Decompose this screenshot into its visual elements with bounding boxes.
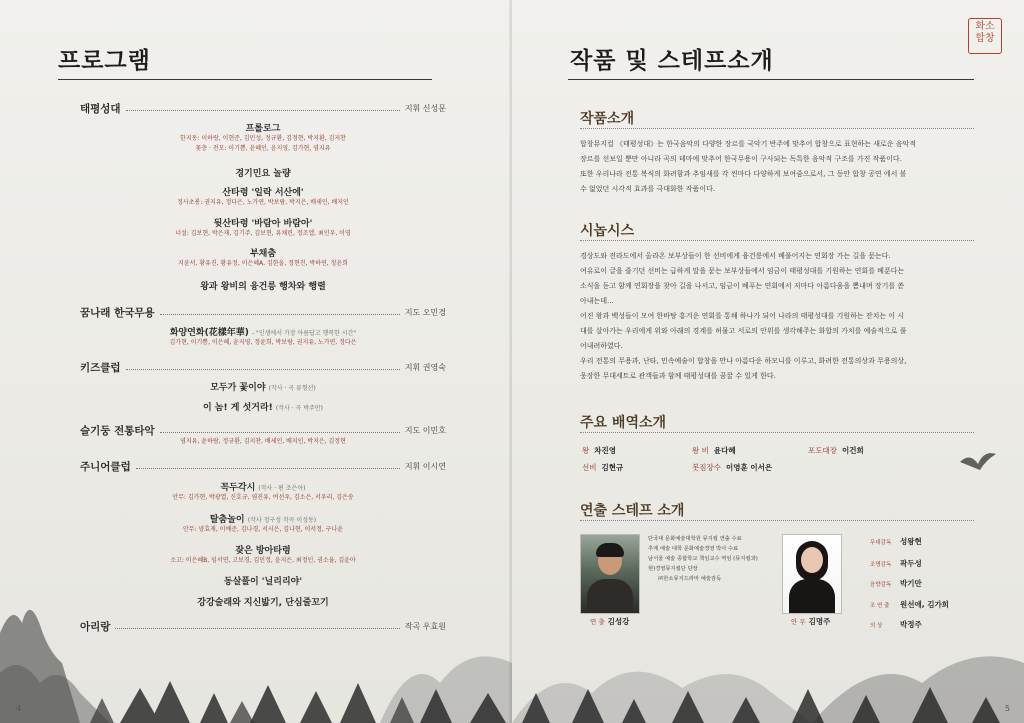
staff-entry <box>870 578 990 589</box>
text-line: 어진 왕과 백성들이 모여 한바탕 흥겨운 연회를 통해 하나가 되어 나라의 태평성대를 기원하는 잔치는 이 시 <box>580 312 905 320</box>
sub-item <box>80 380 446 393</box>
sub-item <box>80 574 446 587</box>
page-title: 작품 및 스테프소개 <box>570 48 774 74</box>
cast-line: 염지유, 윤하람, 정규환, 김지찬, 배세인, 배지인, 박지은, 김정현 <box>180 438 346 445</box>
program-item-taepyeong <box>80 101 446 115</box>
seal-char: 화 <box>975 21 985 32</box>
program-name: 태평성대 <box>80 102 121 115</box>
sub-item <box>80 480 446 503</box>
section-divider <box>580 240 974 241</box>
section-divider <box>580 520 974 521</box>
sub-title: 산타령 '일락 서산에' <box>222 188 304 198</box>
program-name: 슬기둥 전통타악 <box>80 424 155 437</box>
dotted-leader <box>136 468 400 469</box>
text-line: 또한 우리나라 전통 복식의 화려함과 추임새를 각 씬마다 다양하게 보여줌으로서, 그 동안 합창 공연 에서 볼 <box>580 170 907 178</box>
cast-role: 선비 <box>582 463 597 472</box>
bio-line: 현)경영뮤지컬단 단장 <box>648 566 698 572</box>
seal-char: 소 <box>985 21 995 32</box>
program-name: 주니어클럽 <box>80 460 131 473</box>
logo-seal <box>968 18 1002 54</box>
program-director: 지도 오민경 <box>404 307 446 317</box>
ink-landscape-illustration <box>512 613 1024 723</box>
sub-note: (작사 · 곡 류형선) <box>268 385 316 392</box>
photo-face <box>801 547 823 573</box>
caption-name: 김명주 <box>808 617 831 626</box>
staff-role: 음향감독 <box>870 582 892 588</box>
page-title: 프로그램 <box>58 48 151 74</box>
seal-char: 창 <box>985 33 995 44</box>
cast-line: 한지동: 이하랑, 이현준, 김민성, 정규환, 김정현, 박지환, 김지찬 <box>180 135 346 142</box>
sub-title-text: 꼭두각시 <box>220 483 256 493</box>
cast-line: 소고: 이은혜B, 임서연, 고보경, 김민정, 윤지은, 최정인, 권소율, 김윤아 <box>170 557 356 564</box>
text-line: 웅장한 무대세트로 관객들과 함께 태평성대를 꿈꿀 수 있게 한다. <box>580 372 776 380</box>
section-heading-cast: 주요 배역소개 <box>580 415 667 431</box>
cast-line: 정사초롱: 권지유, 정다은, 노가연, 박보람, 박지은, 배세인, 배지인 <box>177 199 349 206</box>
sub-item <box>80 400 446 413</box>
synopsis-text <box>580 249 974 384</box>
photo-body <box>587 579 633 614</box>
director-bio <box>648 534 758 584</box>
sub-item <box>80 279 446 292</box>
cast-entry <box>692 462 772 473</box>
cast-entry <box>582 462 623 473</box>
page-number: 5 <box>1004 704 1010 713</box>
cast-name: 김현규 <box>601 463 624 472</box>
text-line: 여유로이 글을 즐기던 선비는 급하게 말을 묻는 보부상들에서 임금이 태평성대를 기원하는 연회를 베푼다는 <box>580 267 905 275</box>
cast-name: 이건희 <box>841 446 864 455</box>
program-director: 지휘 권영숙 <box>404 362 446 372</box>
staff-role: 조 연 출 <box>870 603 890 609</box>
sub-title: 경기민요 놀량 <box>235 169 291 179</box>
cast-line: 안무: 김가현, 박광열, 신호규, 염진유, 여선우, 김소은, 서우리, 김은송 <box>172 494 354 501</box>
cast-role: 포도대장 <box>808 446 837 455</box>
text-line: 어내려하였다. <box>580 342 623 350</box>
section-heading-synopsis: 시놉시스 <box>580 223 635 239</box>
sub-title <box>80 325 446 338</box>
sub-title-text: 탈춤놀이 <box>209 515 245 525</box>
cast-name: 윤다혜 <box>713 446 736 455</box>
sub-item <box>80 325 446 348</box>
program-director: 지휘 이시연 <box>404 461 446 471</box>
staff-entry <box>870 536 990 547</box>
sub-item <box>80 185 446 208</box>
title-divider <box>58 79 432 80</box>
program-name: 아리랑 <box>80 620 111 633</box>
sub-note: (작사 정구성 작곡 이성동) <box>247 517 317 524</box>
caption-name: 김성강 <box>607 617 630 626</box>
sub-title: 왕과 왕비의 융건릉 행차와 행렬 <box>200 282 326 292</box>
sub-title: 프롤로그 <box>245 124 281 134</box>
text-line: 합창뮤지컬 《태평성대》는 한국음악의 다양한 장르를 국악기 반주에 맞추어 합창으로 표현하는 새로운 음악적 <box>580 140 917 148</box>
program-item-dance <box>80 305 446 319</box>
photo-body <box>789 579 835 614</box>
staff-name: 성왕현 <box>900 537 922 546</box>
program-item-percussion <box>80 423 446 437</box>
page-number: 4 <box>16 704 22 713</box>
text-line: 경상도와 전라도에서 올라온 보부상들이 한 선비에게 융건릉에서 베풀어지는 연회장 가는 길을 묻는다. <box>580 252 891 260</box>
program-director: 지도 이민호 <box>404 425 446 435</box>
section-heading-staff: 연출 스테프 소개 <box>580 503 685 519</box>
cast-line: 지윤서, 황유진, 황유정, 이은혜A, 김한울, 정현진, 박하연, 정윤희 <box>178 260 348 267</box>
cast-line: 안무: 양효재, 이예준, 김나경, 서시은, 김나현, 이서정, 구나윤 <box>182 526 344 533</box>
program-name: 키즈클럽 <box>80 361 121 374</box>
sub-item <box>80 512 446 535</box>
sub-title: 뒷산타령 '바람아 바람아' <box>213 219 313 229</box>
text-line: 대를 살아가는 우리에게 위와 아래의 경계를 허물고 서로의 안위를 생각해주는 화합의 가치를 예술적으로 풀 <box>580 327 907 335</box>
sub-item <box>80 216 446 239</box>
staff-name: 원선애, 김가희 <box>900 600 949 609</box>
dotted-leader <box>126 369 400 370</box>
sub-title: 동살풀이 '닐리리야' <box>223 577 303 587</box>
sub-title-text: 이 놈! 게 섯거라! <box>202 403 273 413</box>
dotted-leader <box>160 432 400 433</box>
sub-item <box>80 121 446 154</box>
caption-role: 연 출 <box>590 618 605 626</box>
sub-title <box>80 400 446 413</box>
bio-line: 추계 예술 대학 문화예술경영 박사 수료 <box>648 546 739 552</box>
sub-title <box>80 512 446 525</box>
dotted-leader <box>160 314 400 315</box>
staff-role: 조명감독 <box>870 562 892 568</box>
cast-entry <box>692 445 736 456</box>
program-item-kids <box>80 360 446 374</box>
seal-char: 합 <box>975 33 985 44</box>
cast-name: 이영훈 이서은 <box>725 463 773 472</box>
section-heading-intro: 작품소개 <box>580 111 635 127</box>
bird-icon <box>958 448 998 478</box>
sub-item <box>80 166 446 179</box>
sub-title: 부채춤 <box>249 249 277 259</box>
text-line: 아내는데... <box>580 297 614 305</box>
cast-name: 차진영 <box>594 446 616 455</box>
program-name: 꿈나래 한국무용 <box>80 306 155 319</box>
director-photo <box>580 534 640 614</box>
section-divider <box>580 128 974 129</box>
cast-line: 김가현, 이기쁨, 이은혜, 윤지영, 정윤희, 박보람, 권지유, 노가연, 정다은 <box>169 339 357 346</box>
sub-item <box>80 437 446 447</box>
text-line: 소식을 듣고 함께 연회장을 찾아 길을 나서고, 임금이 베푸는 연회에서 저마다 아름다움을 뽐내며 장기를 쏟 <box>580 282 905 290</box>
sub-title: 잦은 방아타령 <box>235 546 291 556</box>
text-line: 장르를 선보일 뿐만 아니라 곡의 테마에 맞추어 한국무용이 구사되는 독특한 음악적 구조를 가진 작품이다. <box>580 155 902 163</box>
cast-line: 꽃층 · 전모: 이기쁨, 윤혜인, 윤지영, 김가현, 염지유 <box>195 145 331 152</box>
cast-entry <box>808 445 864 456</box>
caption-role: 안 무 <box>791 618 806 626</box>
text-line: 우리 전통의 무용과, 난타, 민속예술이 합창을 만나 아름다운 하모니를 이루고, 화려한 전통의상과 무용의상, <box>580 357 907 365</box>
sub-title-text: 모두가 꽃이야 <box>210 383 266 393</box>
bio-line: 단국대 문화예술대학원 뮤지컬 연출 수료 <box>648 536 742 542</box>
staff-role: 의 상 <box>870 623 883 629</box>
sub-title-text: 화양연화(花樣年華) <box>169 328 249 338</box>
bio-line: ㈜한소뮤지드라마 예술감독 <box>658 576 722 582</box>
staff-entry <box>870 558 990 569</box>
dotted-leader <box>126 110 400 111</box>
staff-name: 박기만 <box>900 579 922 588</box>
bio-line: 남서울 예술 종합학교 책임교수 역임 (뮤지컬과) <box>648 556 758 562</box>
sub-note: - "인생에서 가장 아름답고 행복한 시간" <box>251 330 357 337</box>
sub-note: (작사 · 편 조은아) <box>258 485 306 492</box>
cast-role: 봇짐장수 <box>692 463 721 472</box>
text-line: 수 없었던 시각적 효과를 극대화한 작품이다. <box>580 185 716 193</box>
sub-note: (작사 · 곡 박주만) <box>275 405 323 412</box>
staff-name: 박정주 <box>900 620 922 629</box>
staff-name: 곽두성 <box>900 559 922 568</box>
staff-role: 무대감독 <box>870 540 892 546</box>
photo-hair <box>596 543 624 557</box>
cast-line: 너설: 김보현, 박은재, 김기주, 김보현, 유채린, 정조엘, 최인우, 이영 <box>175 230 351 237</box>
sub-item <box>80 246 446 269</box>
cast-role: 왕 비 <box>692 446 709 455</box>
ink-landscape-illustration <box>0 593 512 723</box>
staff-entry <box>870 599 990 610</box>
sub-title: 강강술래와 지신밟기, 단심줄꼬기 <box>197 598 329 608</box>
cast-entry <box>582 445 616 456</box>
choreographer-photo <box>782 534 842 614</box>
cast-role: 왕 <box>582 446 590 455</box>
program-director: 작곡 우효원 <box>404 621 446 631</box>
right-page <box>512 0 1024 723</box>
program-item-junior <box>80 459 446 473</box>
intro-text <box>580 137 974 197</box>
sub-title <box>80 380 446 393</box>
sub-title <box>80 480 446 493</box>
program-director: 지휘 신성문 <box>404 103 446 113</box>
section-divider <box>580 432 974 433</box>
title-divider <box>568 79 974 80</box>
sub-item <box>80 543 446 566</box>
